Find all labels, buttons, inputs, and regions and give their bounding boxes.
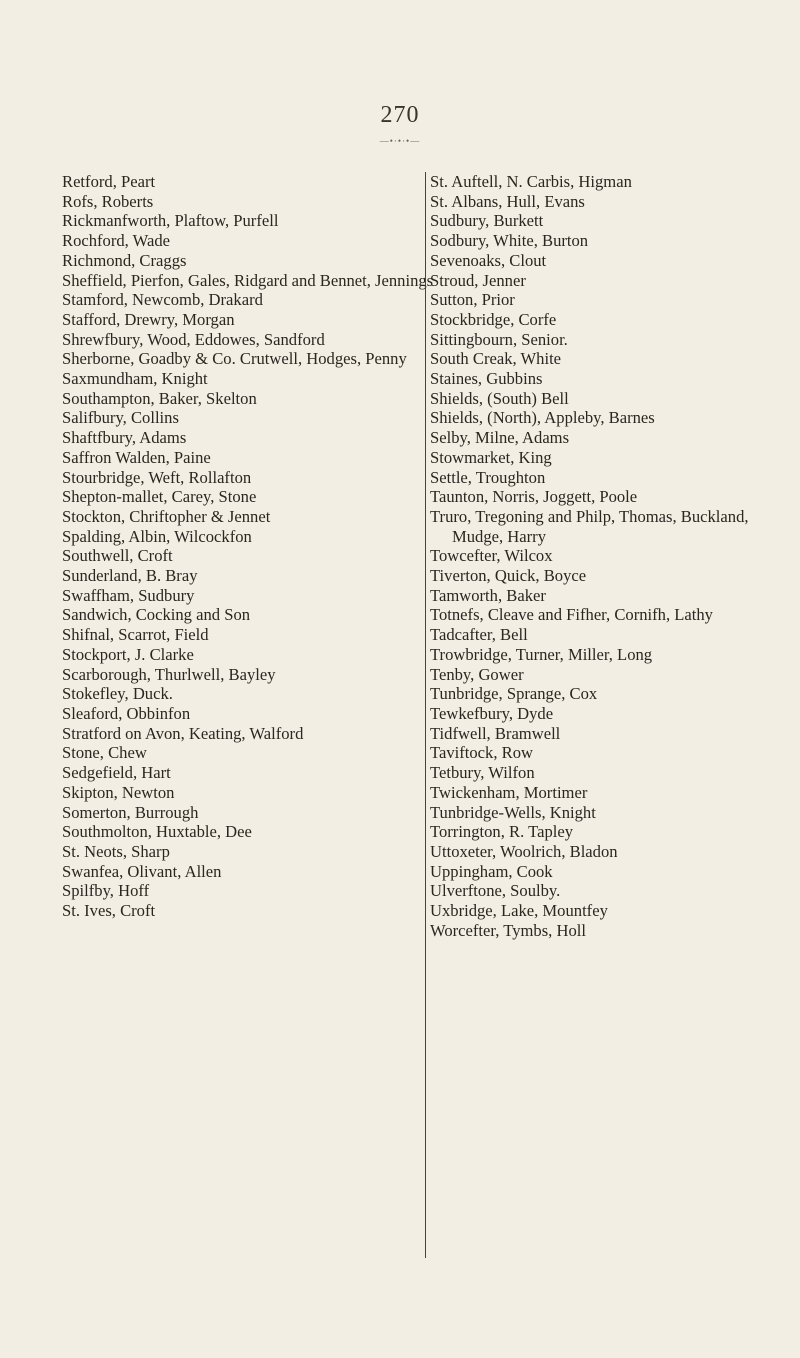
directory-entry: Taunton, Norris, Joggett, Poole	[430, 487, 638, 507]
directory-entry: Tadcafter, Bell	[430, 625, 528, 645]
directory-entry: Saffron Walden, Paine	[62, 447, 211, 467]
directory-entry: Southampton, Baker, Skelton	[62, 388, 257, 408]
directory-entry: Trowbridge, Turner, Miller, Long	[430, 644, 653, 664]
directory-entry: Sedgefield, Hart	[62, 763, 171, 783]
directory-entry: South Creak, White	[430, 349, 562, 369]
directory-entry: Sherborne, Goadby & Co. Crutwell, Hodges, Penny	[62, 349, 407, 369]
directory-entry: Retford, Peart	[62, 172, 156, 191]
directory-entry: Shifnal, Scarrot, Field	[62, 625, 209, 645]
directory-entry: Sittingbourn, Senior.	[430, 329, 568, 349]
header-ornament: —•·•·•—	[379, 136, 421, 146]
directory-entry: Stourbridge, Weft, Rollafton	[62, 467, 252, 487]
directory-entry: Stokefley, Duck.	[62, 684, 173, 704]
directory-entry: Swaffham, Sudbury	[62, 585, 195, 605]
directory-entry: Ulverftone, Soulby.	[430, 881, 561, 901]
directory-entry: St. Albans, Hull, Evans	[430, 191, 585, 211]
directory-entry: Spalding, Albin, Wilcockfon	[62, 526, 252, 546]
directory-entry: Stafford, Drewry, Morgan	[62, 309, 235, 329]
right-column	[425, 172, 790, 1258]
directory-entry: Southmolton, Huxtable, Dee	[62, 822, 252, 842]
directory-entry: Rickmanfworth, Plaftow, Purfell	[62, 211, 279, 231]
directory-entry: Tiverton, Quick, Boyce	[430, 566, 587, 586]
directory-entry: Spilfby, Hoff	[62, 881, 150, 901]
directory-entry: Worcefter, Tymbs, Holl	[430, 920, 586, 940]
directory-entry: St. Auftell, N. Carbis, Higman	[430, 172, 632, 191]
directory-entry: Stockton, Chriftopher & Jennet	[62, 506, 271, 526]
directory-entry: Sunderland, B. Bray	[62, 566, 198, 586]
directory-entry: Sheffield, Pierfon, Gales, Ridgard and Bennet, Jennings	[62, 270, 434, 290]
directory-entry: Tenby, Gower	[430, 664, 524, 684]
directory-entry: Uppingham, Cook	[430, 861, 553, 881]
left-column	[62, 172, 434, 921]
directory-entry: Torrington, R. Tapley	[430, 822, 574, 842]
directory-entry: Tunbridge-Wells, Knight	[430, 802, 596, 822]
directory-entry: St. Neots, Sharp	[62, 841, 170, 861]
directory-entry: Stamford, Newcomb, Drakard	[62, 290, 263, 310]
directory-entry: Tidfwell, Bramwell	[430, 723, 561, 743]
directory-entry: Towcefter, Wilcox	[430, 546, 553, 566]
directory-entry: Sutton, Prior	[430, 290, 515, 310]
directory-entry: Saxmundham, Knight	[62, 369, 208, 389]
directory-entry: Shields, (North), Appleby, Barnes	[430, 408, 655, 428]
directory-entry: Sandwich, Cocking and Son	[62, 605, 251, 625]
directory-entry: Richmond, Craggs	[62, 250, 187, 270]
directory-entry: Tetbury, Wilfon	[430, 763, 535, 783]
directory-entry: Swanfea, Olivant, Allen	[62, 861, 222, 881]
directory-entry: Shrewfbury, Wood, Eddowes, Sandford	[62, 329, 325, 349]
directory-entry: Staines, Gubbins	[430, 369, 543, 389]
directory-entry: Sudbury, Burkett	[430, 211, 544, 231]
directory-entry: Shields, (South) Bell	[430, 388, 569, 408]
directory-entry: Salifbury, Collins	[62, 408, 179, 428]
directory-entry: Tunbridge, Sprange, Cox	[430, 684, 598, 704]
directory-entry: Shepton-mallet, Carey, Stone	[62, 487, 257, 507]
directory-entry: Rochford, Wade	[62, 231, 171, 251]
directory-entry: Taviftock, Row	[430, 743, 533, 763]
directory-entry: Scarborough, Thurlwell, Bayley	[62, 664, 276, 684]
directory-entry: Stockport, J. Clarke	[62, 644, 194, 664]
directory-entry: Sleaford, Obbinfon	[62, 703, 191, 723]
directory-entry: Selby, Milne, Adams	[430, 428, 570, 448]
directory-entry: Totnefs, Cleave and Fifher, Cornifh, Lathy	[430, 605, 713, 625]
page-number: 270	[380, 102, 420, 128]
directory-entry: Shaftfbury, Adams	[62, 428, 187, 448]
directory-entry: Tamworth, Baker	[430, 585, 546, 605]
directory-entry: Truro, Tregoning and Philp, Thomas, Buckland, Mudge, Harry	[430, 506, 749, 546]
directory-entry: Tewkefbury, Dyde	[430, 703, 554, 723]
directory-entry: Settle, Troughton	[430, 467, 546, 487]
directory-entry: Rofs, Roberts	[62, 191, 154, 211]
directory-entry: Stroud, Jenner	[430, 270, 526, 290]
directory-entry: Southwell, Croft	[62, 546, 173, 566]
directory-entry: Uttoxeter, Woolrich, Bladon	[430, 841, 618, 861]
directory-entry: Somerton, Burrough	[62, 802, 199, 822]
directory-entry: St. Ives, Croft	[62, 901, 156, 921]
directory-entry: Stratford on Avon, Keating, Walford	[62, 723, 304, 743]
directory-entry: Skipton, Newton	[62, 782, 175, 802]
directory-entry: Sodbury, White, Burton	[430, 231, 589, 251]
directory-entry: Stockbridge, Corfe	[430, 309, 557, 329]
directory-entry: Stone, Chew	[62, 743, 147, 763]
directory-entry: Twickenham, Mortimer	[430, 782, 588, 802]
directory-entry: Uxbridge, Lake, Mountfey	[430, 901, 608, 921]
directory-entry: Stowmarket, King	[430, 447, 552, 467]
directory-entry: Sevenoaks, Clout	[430, 250, 547, 270]
